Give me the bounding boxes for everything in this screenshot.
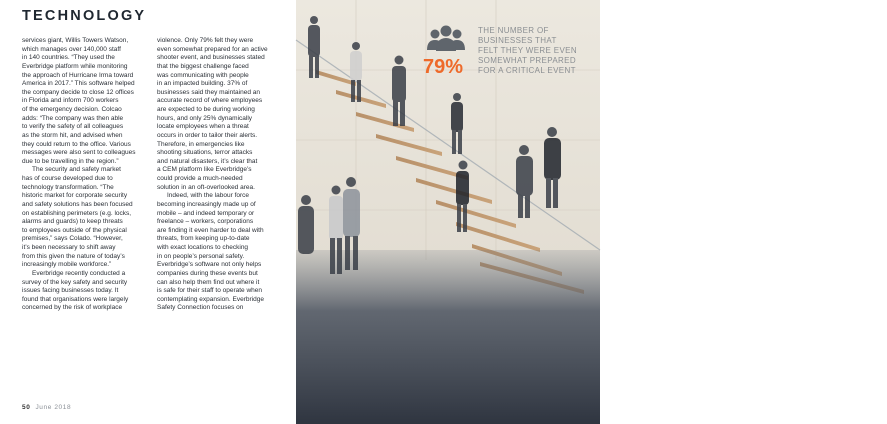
- line: it’s been necessary to shift away: [22, 244, 116, 251]
- line: location data from multiple sources,: [747, 325, 850, 333]
- line: survey of the key safety and security: [22, 278, 128, 286]
- line: are expected to be during working: [157, 106, 255, 113]
- line: solution in an oft-overlooked area.: [157, 183, 255, 191]
- line: in an impacted building. 37% of: [157, 80, 248, 88]
- line: contemplating expansion. Everbridge: [157, 295, 264, 303]
- stat-description: [478, 26, 594, 76]
- people-group-icon: [426, 25, 466, 55]
- line: found that organisations were largely: [22, 295, 129, 303]
- line: systems to send notifications to: [747, 351, 838, 359]
- line: businesses said they maintained an: [157, 88, 260, 96]
- stat-line: SOMEWHAT PREPARED: [478, 55, 576, 65]
- line: deployed, security professionals: [747, 308, 840, 316]
- line: of the emergency decision. Colcao: [22, 106, 122, 113]
- line: due to be travelling in the region.”: [22, 157, 119, 165]
- line: freelance – workers, corporations: [157, 218, 254, 226]
- line: accurate record of where employees: [157, 97, 263, 105]
- line: increasingly mobile workforce.”: [22, 261, 112, 269]
- line: and physical security solutions focus: [610, 325, 716, 333]
- right-column-1: [610, 309, 742, 378]
- issue-date: June 2018: [35, 404, 72, 411]
- line: adds: “The company was then able: [22, 114, 124, 122]
- line: occurs in order to tailor their alerts.: [157, 131, 258, 139]
- line: premises,” says Colado. “However,: [22, 235, 123, 243]
- paragraph-1: [22, 37, 150, 166]
- line: in 140 countries. “They used the: [22, 54, 115, 62]
- line: from this given the nature of today’s: [22, 252, 125, 260]
- line: keeping mobile staff informed. “Where: [610, 308, 720, 316]
- line: traditional emergency notification: [610, 317, 706, 325]
- line: becoming increasingly made up of: [157, 200, 256, 208]
- line: Everbridge platform while monitoring: [22, 62, 128, 70]
- line: including building access control: [747, 334, 841, 342]
- line: work address, Safety Connection: [610, 343, 706, 350]
- line: hours, and only 25% dynamically: [157, 114, 253, 122]
- line: on an individual’s static home or: [610, 334, 703, 342]
- line: utilises multiple methods to: [610, 351, 689, 359]
- line: services giant, Willis Towers Watson,: [22, 37, 129, 44]
- line: a CEM platform like Everbridge’s: [157, 166, 252, 174]
- line: with exact locations to checking: [157, 244, 249, 251]
- line: messages were also sent to colleagues: [22, 149, 136, 157]
- stat-line: BUSINESSES THAT: [478, 35, 557, 45]
- right-column-2: [747, 309, 887, 378]
- line: can also help them find out where it: [157, 278, 260, 286]
- stat-line: THE NUMBER OF: [478, 26, 549, 35]
- line: and natural disasters, it’s clear that: [157, 157, 258, 165]
- stat-line: FELT THEY WERE EVEN: [478, 45, 577, 55]
- page-number: 50: [22, 404, 31, 411]
- line: to employees outside of the physical: [22, 226, 127, 234]
- line: America in 2017.” This software helped: [22, 80, 135, 88]
- paragraph-2: [22, 166, 150, 270]
- page-footer: [22, 404, 71, 411]
- line: is safe for their staff to operate when: [157, 287, 263, 295]
- left-column-2: [157, 37, 287, 313]
- line: which manages over 140,000 staff: [22, 45, 121, 53]
- line: mobile – and indeed temporary or: [157, 209, 255, 217]
- stat-line: FOR A CRITICAL EVENT: [478, 65, 576, 75]
- line: on establishing perimeters (e.g. locks,: [22, 209, 132, 217]
- line: in on people’s personal safety.: [157, 252, 245, 260]
- line: technology transformation. “The: [22, 183, 114, 191]
- line: issues facing businesses today. It: [22, 287, 119, 295]
- line: dynamically locate, notify and instruct: [610, 360, 718, 368]
- paragraph-4: [157, 37, 287, 192]
- section-title: TECHNOLOGY: [22, 8, 147, 24]
- paragraph-5: [157, 192, 287, 313]
- right-page-number: 51: [876, 404, 884, 411]
- line: shooter event, and businesses stated: [157, 54, 265, 62]
- paragraph-3: [22, 270, 150, 313]
- line: Everbridge’s software not only helps: [157, 261, 262, 269]
- line: the company decide to close 12 offices: [22, 88, 134, 96]
- line: to verify the safety of all colleagues: [22, 123, 124, 131]
- line: they could return to the office. Various: [22, 140, 131, 148]
- line: violence. Only 79% felt they were: [157, 37, 254, 44]
- line: was communicating with people: [157, 71, 249, 79]
- line: that the biggest challenge faced: [157, 62, 249, 70]
- line: Safety Connection focuses on: [157, 304, 244, 312]
- line: could provide a much-needed: [157, 175, 243, 182]
- line: can aggregate near real-time: [747, 317, 831, 325]
- line: has of course developed due to: [22, 175, 113, 182]
- line: the approach of Hurricane Irma toward: [22, 71, 134, 79]
- line: shooting situations, terror attacks: [157, 149, 253, 157]
- line: Indeed, with the labour force: [167, 192, 250, 200]
- line: Therefore, in emergencies like: [157, 140, 245, 148]
- line: concerned by the risk of workplace: [22, 304, 123, 312]
- line: are finding it even harder to deal with: [157, 226, 264, 234]
- left-page: [0, 0, 296, 424]
- line: systems and travel management: [747, 343, 841, 350]
- line: The security and safety market: [32, 166, 121, 174]
- stat-percentage: 79%: [423, 56, 464, 78]
- line: threats, from keeping up-to-date: [157, 235, 250, 243]
- line: individuals,” Colado explains. “When: [610, 368, 716, 376]
- line: in Florida and inform 700 workers: [22, 97, 119, 105]
- line: individuals and employees who: [747, 360, 837, 368]
- line: might be in dangerous situations.”: [747, 368, 845, 376]
- line: companies during these events but: [157, 269, 258, 277]
- line: historic market for corporate security: [22, 192, 128, 200]
- line: alarms and guards) to keep threats: [22, 218, 123, 226]
- line: as the storm hit, and advised when: [22, 131, 123, 139]
- line: Everbridge recently conducted a: [32, 269, 126, 277]
- floor-shadow: [296, 250, 600, 424]
- left-column-1: [22, 37, 150, 313]
- line: even somewhat prepared for an active: [157, 45, 268, 53]
- line: locate employees when a threat: [157, 123, 249, 131]
- line: and safety solutions has been focused: [22, 200, 133, 208]
